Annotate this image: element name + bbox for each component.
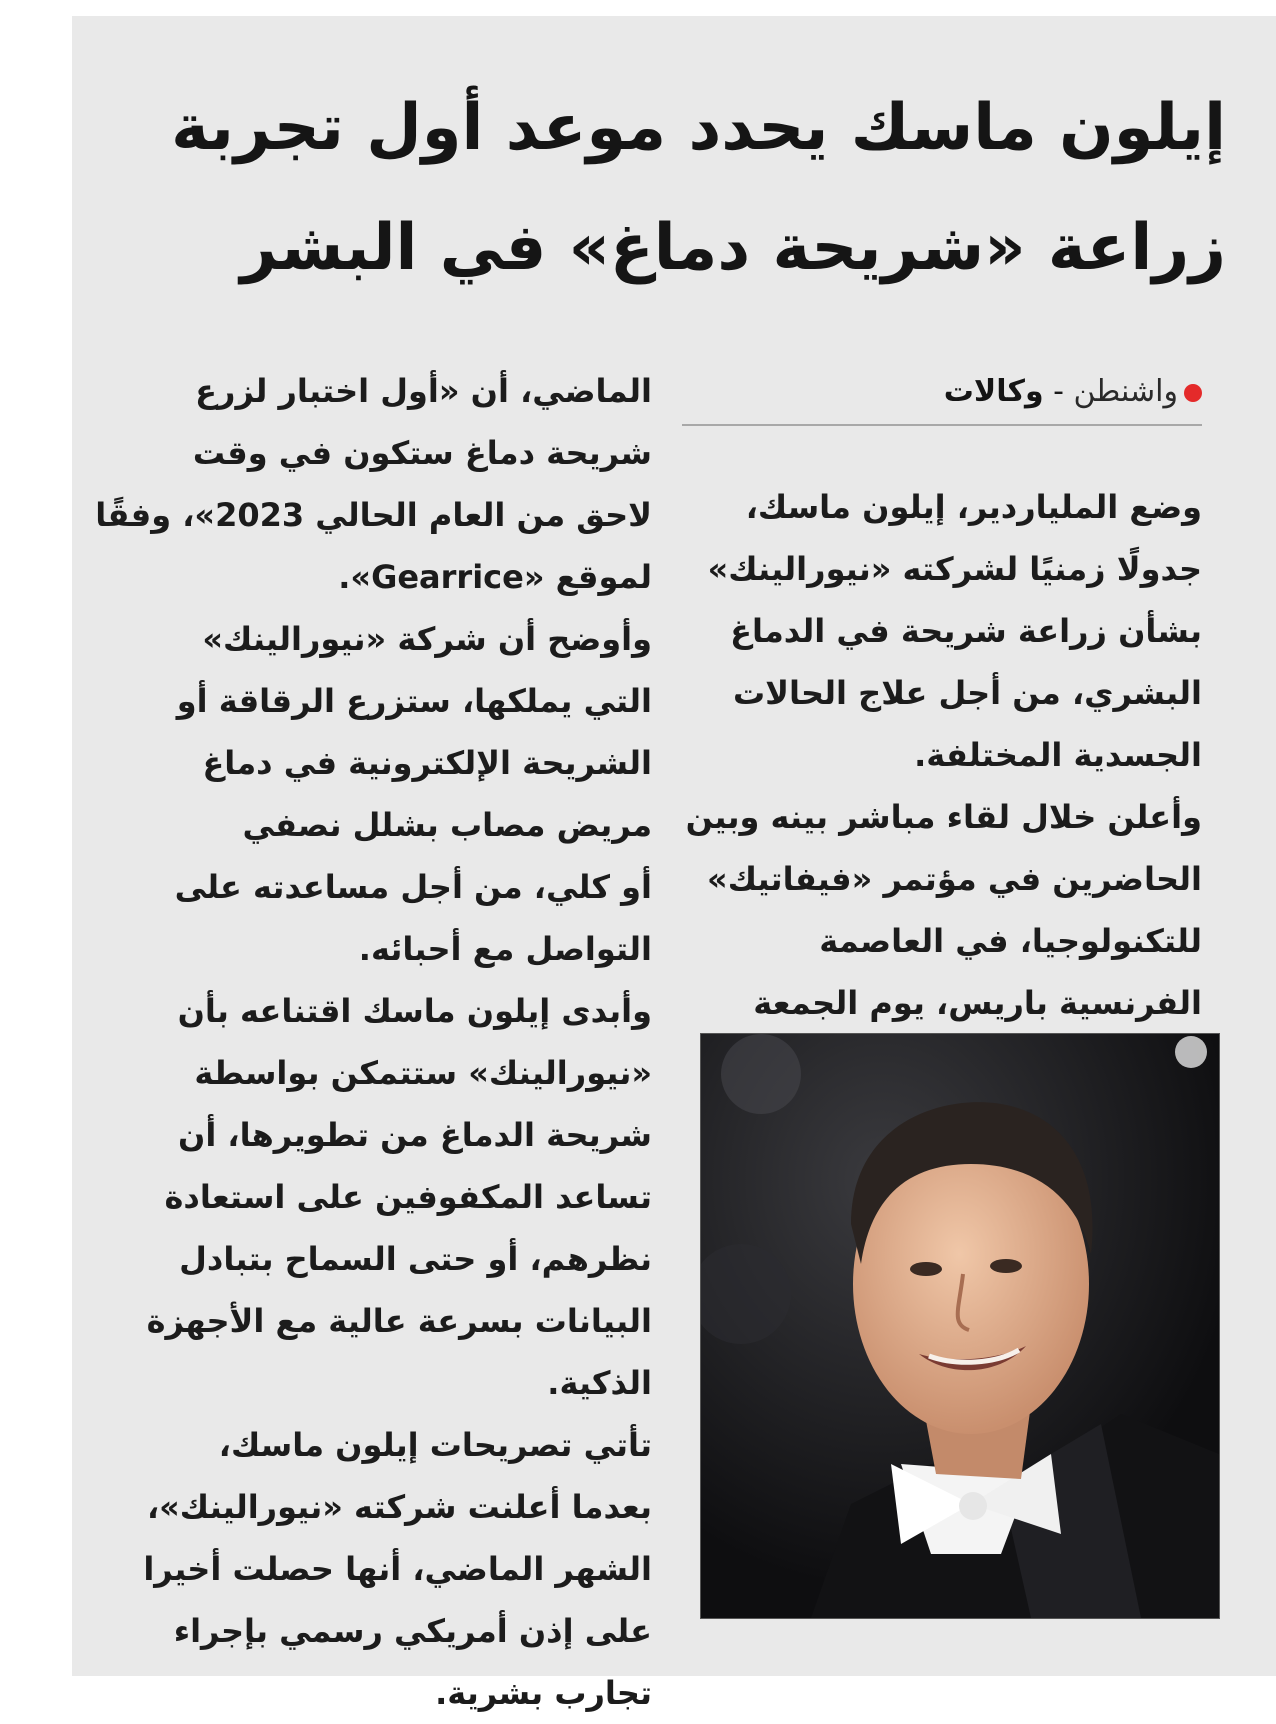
body-line: الشريحة الإلكترونية في دماغ: [202, 744, 652, 782]
body-line: بعدما أعلنت شركته «نيورالينك»،: [146, 1488, 652, 1526]
body-line: الماضي، أن «أول اختبار لزرع: [195, 372, 652, 410]
body-line: لموقع «Gearrice».: [338, 558, 652, 596]
body-line: وأوضح أن شركة «نيورالينك»: [202, 620, 652, 658]
body-line: الفرنسية باريس، يوم الجمعة: [753, 984, 1202, 1022]
body-line: وضع الملياردير، إيلون ماسك،: [745, 488, 1202, 526]
article-column-right: [682, 476, 1202, 1034]
dateline-divider: [682, 424, 1202, 426]
dateline-separator: -: [1053, 374, 1064, 409]
body-line: على إذن أمريكي رسمي بإجراء: [173, 1612, 652, 1650]
headline-line-2: زراعة «شريحة دماغ» في البشر: [240, 211, 1226, 285]
body-line: أو كلي، من أجل مساعدته على: [174, 868, 652, 906]
body-line: لاحق من العام الحالي 2023»، وفقًا: [95, 496, 652, 534]
body-line: شريحة دماغ ستكون في وقت: [192, 434, 652, 472]
dateline-agency: وكالات: [943, 374, 1044, 409]
body-line: تجارب بشرية.: [435, 1674, 652, 1712]
body-line: مريض مصاب بشلل نصفي: [242, 806, 652, 844]
body-line: وأعلن خلال لقاء مباشر بينه وبين: [685, 798, 1202, 836]
body-line: وأبدى إيلون ماسك اقتناعه بأن: [177, 992, 652, 1030]
body-line: الذكية.: [547, 1364, 652, 1402]
body-line: التي يملكها، ستزرع الرقاقة أو: [176, 682, 652, 720]
dateline-city: واشنطن: [1073, 374, 1178, 409]
dateline: [682, 370, 1202, 414]
body-line: الحاضرين في مؤتمر «فيفاتيك»: [707, 860, 1202, 898]
body-line: البشري، من أجل علاج الحالات: [732, 674, 1202, 712]
article-headline: [166, 68, 1226, 308]
red-dot-icon: [1184, 384, 1202, 402]
body-line: الشهر الماضي، أنها حصلت أخيرا: [143, 1550, 652, 1588]
body-line: تأتي تصريحات إيلون ماسك،: [218, 1426, 652, 1464]
body-line: البيانات بسرعة عالية مع الأجهزة: [146, 1302, 652, 1340]
body-line: نظرهم، أو حتى السماح بتبادل: [179, 1240, 652, 1278]
portrait-photo: [700, 1033, 1220, 1619]
article-column-left: [95, 360, 652, 1724]
body-line: «نيورالينك» ستتمكن بواسطة: [194, 1054, 652, 1092]
body-line: بشأن زراعة شريحة في الدماغ: [730, 612, 1202, 650]
body-line: تساعد المكفوفين على استعادة: [164, 1178, 652, 1216]
body-line: للتكنولوجيا، في العاصمة: [819, 922, 1202, 960]
body-line: الجسدية المختلفة.: [914, 736, 1202, 774]
headline-line-1: إيلون ماسك يحدد موعد أول تجربة: [171, 91, 1226, 165]
body-line: جدولًا زمنيًا لشركته «نيورالينك»: [707, 550, 1202, 588]
body-line: التواصل مع أحبائه.: [358, 930, 652, 968]
body-line: شريحة الدماغ من تطويرها، أن: [178, 1116, 652, 1154]
